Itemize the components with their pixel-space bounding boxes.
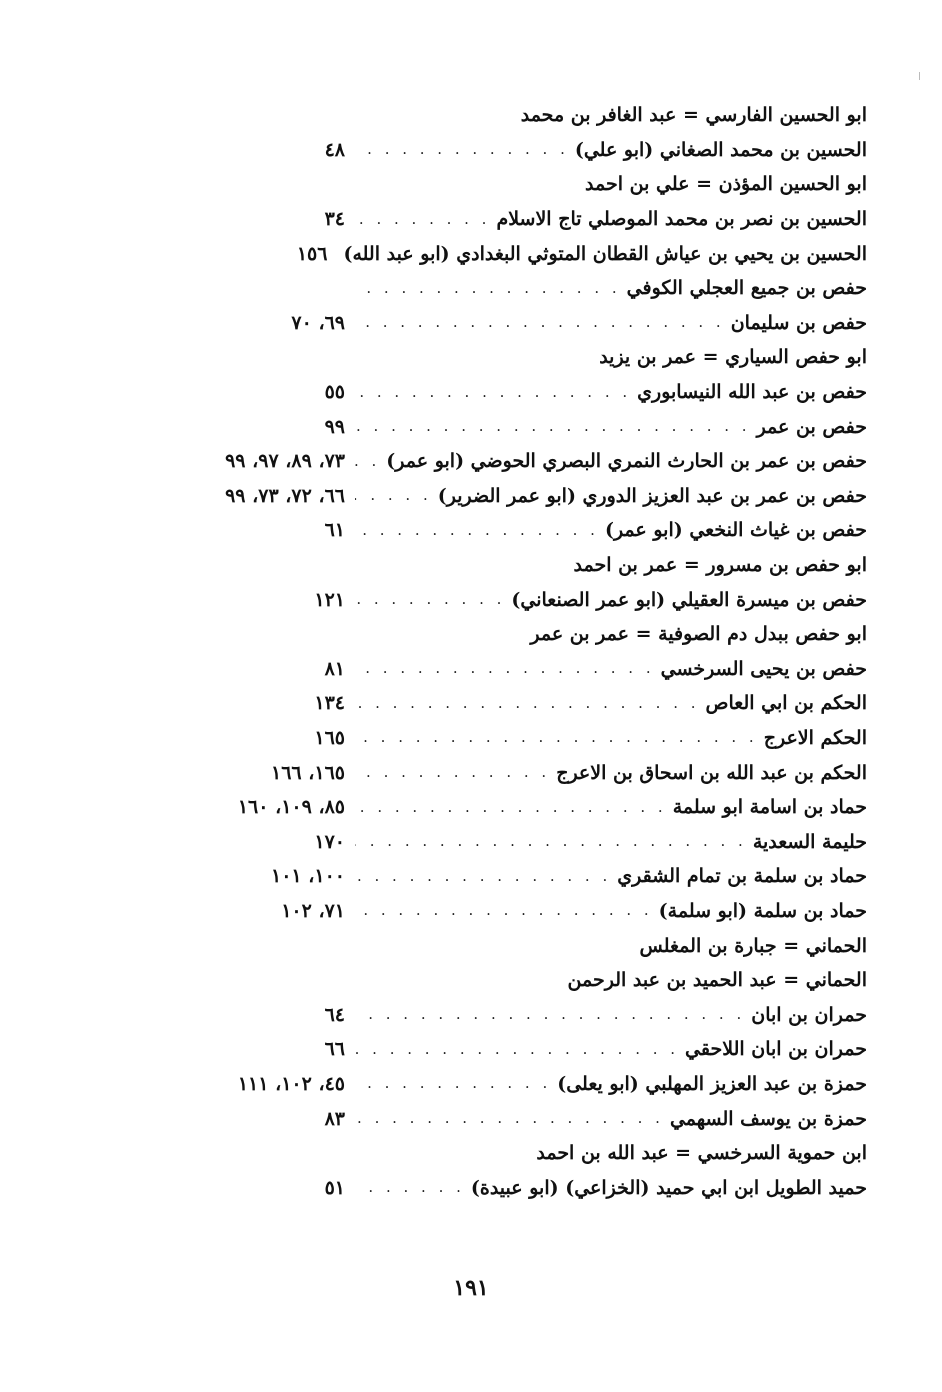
dot-leader <box>355 869 611 884</box>
entry-name: ابو الحسين الفارسي = عبد الغافر بن محمد <box>520 104 867 127</box>
dot-leader <box>355 592 505 607</box>
entry-name: حفص بن عمر بن عبد العزيز الدوري (ابو عمر الضرير) <box>437 484 867 507</box>
index-entry <box>100 479 867 514</box>
entry-name: الحكم بن عبد الله بن اسحاق بن الاعرج <box>556 761 867 784</box>
index-entry <box>100 513 867 548</box>
entry-pages: ٨٣ <box>324 1107 345 1130</box>
dot-leader <box>355 523 599 538</box>
entry-pages: ٦٤ <box>324 1003 345 1026</box>
dot-leader <box>355 454 380 469</box>
entry-name: حفص بن يحيى السرخسي <box>660 657 867 680</box>
dot-leader <box>355 419 751 434</box>
entry-pages: ١٢١ <box>314 588 345 611</box>
entry-name: ابو حفص السياري = عمر بن يزيد <box>599 346 867 369</box>
entry-name: حماد بن اسامة ابو سلمة <box>672 796 867 819</box>
dot-leader <box>355 315 725 330</box>
entry-pages: ١٦٥ <box>314 726 345 749</box>
index-entry <box>100 755 867 790</box>
index-entry <box>100 652 867 687</box>
entry-name: حمران بن ابان اللاحقي <box>685 1038 867 1061</box>
entry-name: الحماني = عبد الحميد بن عبد الرحمن <box>567 969 867 992</box>
index-entry <box>100 1101 867 1136</box>
entry-name: حماد بن سلمة (ابو سلمة) <box>658 899 867 922</box>
dot-leader <box>355 730 758 745</box>
dot-leader <box>355 385 631 400</box>
index-entry <box>100 1136 867 1171</box>
entry-pages: ٥٥ <box>324 381 345 404</box>
entry-name: الحسين بن محمد الصغاني (ابو علي) <box>574 138 867 161</box>
dot-leader <box>355 1007 745 1022</box>
entry-pages: ١٦٥، ١٦٦ <box>271 761 345 784</box>
entry-pages: ٨٥، ١٠٩، ١٦٠ <box>237 796 345 819</box>
entry-name: حليمة السعدية <box>752 830 867 853</box>
index-entry <box>100 721 867 756</box>
index-entry <box>100 167 867 202</box>
index-entry <box>100 340 867 375</box>
index-entry <box>100 271 867 306</box>
entry-pages: ٦٦، ٧٢، ٧٣، ٩٩ <box>225 484 345 507</box>
index-entry <box>100 824 867 859</box>
dot-leader <box>355 800 667 815</box>
dot-leader <box>355 1076 551 1091</box>
dot-leader <box>355 1111 664 1126</box>
entry-pages: ٧٣، ٨٩، ٩٧، ٩٩ <box>225 450 345 473</box>
entry-pages: ١٥٦ <box>296 242 328 265</box>
entry-pages: ١٣٤ <box>314 692 345 715</box>
index-entry <box>100 444 867 479</box>
dot-leader <box>355 661 655 676</box>
index-entry <box>100 686 867 721</box>
entry-pages: ٨١ <box>324 657 345 680</box>
index-entry <box>100 1032 867 1067</box>
entry-pages: ٧١، ١٠٢ <box>281 899 345 922</box>
entry-name: حميد الطويل ابن ابي حميد (الخزاعي) (ابو عبيدة) <box>470 1176 867 1199</box>
dot-leader <box>355 765 550 780</box>
scan-edge-mark <box>919 72 920 80</box>
entry-name: حفص بن غياث النخعي (ابو عمر) <box>604 519 867 542</box>
entry-name: حفص بن عمر <box>756 415 867 438</box>
index-entry <box>100 98 867 133</box>
entry-name: حمران بن ابان <box>751 1003 867 1026</box>
index-entry <box>100 859 867 894</box>
entry-name: الحكم بن ابي العاص <box>705 692 867 715</box>
entry-name: حفص بن جميع العجلي الكوفي <box>626 277 867 300</box>
index-entry <box>100 582 867 617</box>
entry-name: حماد بن سلمة بن تمام الشقري <box>617 865 867 888</box>
index-entry <box>100 306 867 341</box>
index-entry <box>100 375 867 410</box>
dot-leader <box>355 834 747 849</box>
entry-name: الحسين بن يحيي بن عياش القطان المتوثي البغدادي (ابو عبد الله) <box>343 242 867 265</box>
dot-leader <box>355 281 621 296</box>
entry-pages: ٩٩ <box>324 415 345 438</box>
index-entry <box>100 236 867 271</box>
index-entry <box>100 790 867 825</box>
entry-name: ابو حفص بن مسرور = عمر بن احمد <box>573 554 867 577</box>
entry-name: حمزة بن عبد العزيز المهلبي (ابو يعلى) <box>557 1072 867 1095</box>
entry-name: الحكم الاعرج <box>763 726 867 749</box>
entry-name: الحسين بن نصر بن محمد الموصلي تاج الاسلام <box>496 208 867 231</box>
entry-pages: ٥١ <box>324 1176 345 1199</box>
entry-name: حمزة بن يوسف السهمي <box>669 1107 867 1130</box>
dot-leader <box>355 488 432 503</box>
index-entry <box>100 894 867 929</box>
index-entry <box>100 202 867 237</box>
entry-name: حفص بن عمر بن الحارث النمري البصري الحوضي (ابو عمر) <box>386 450 867 473</box>
entry-pages: ٣٤ <box>324 208 345 231</box>
index-entry <box>100 1170 867 1205</box>
entry-pages: ١٠٠، ١٠١ <box>271 865 345 888</box>
entry-name: حفص بن سليمان <box>730 311 867 334</box>
entry-name: ابو الحسين المؤذن = علي بن احمد <box>585 173 867 196</box>
index-entry <box>100 928 867 963</box>
index-entry <box>100 1067 867 1102</box>
dot-leader <box>355 212 490 227</box>
dot-leader <box>355 1180 465 1195</box>
dot-leader <box>355 142 569 157</box>
dot-leader <box>355 696 700 711</box>
entry-pages: ٦٩، ٧٠ <box>291 311 345 334</box>
entry-pages: ٤٨ <box>324 138 345 161</box>
index-entry <box>100 133 867 168</box>
entry-pages: ٦٦ <box>324 1038 345 1061</box>
index-list <box>100 98 867 1205</box>
entry-name: حفص بن عبد الله النيسابوري <box>637 381 867 404</box>
entry-name: ابو حفص ببدل دم الصوفية = عمر بن عمر <box>530 623 867 646</box>
index-entry <box>100 617 867 652</box>
dot-leader <box>355 903 653 918</box>
entry-pages: ٤٥، ١٠٢، ١١١ <box>237 1072 345 1095</box>
dot-leader <box>355 1042 679 1057</box>
index-entry <box>100 548 867 583</box>
index-entry <box>100 963 867 998</box>
entry-pages: ١٧٠ <box>314 830 345 853</box>
page-number: ١٩١ <box>453 1275 489 1301</box>
entry-name: الحماني = جبارة بن المغلس <box>639 934 867 957</box>
index-entry <box>100 997 867 1032</box>
index-entry <box>100 409 867 444</box>
entry-pages: ٦١ <box>324 519 345 542</box>
entry-name: ابن حموية السرخسي = عبد الله بن احمد <box>536 1142 867 1165</box>
entry-name: حفص بن ميسرة العقيلي (ابو عمر الصنعاني) <box>511 588 867 611</box>
